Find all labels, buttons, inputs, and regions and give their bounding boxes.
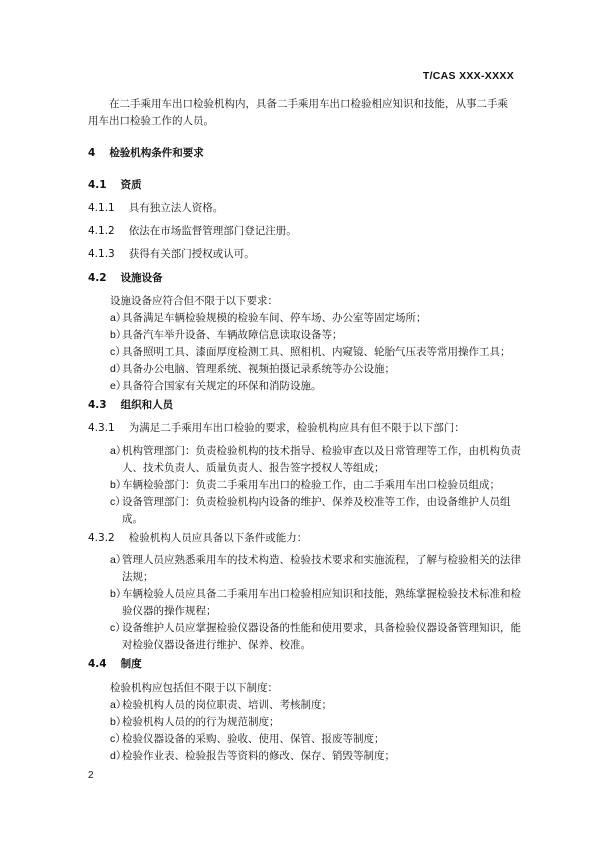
list-text: 车辆检验人员应具备二手乘用车出口检验相应知识和技能，熟练掌握检验技术标准和检验仪器的操作规程；	[122, 588, 521, 617]
list-marker: a）	[110, 312, 127, 324]
list-item	[110, 327, 522, 344]
list-text: 设备维护人员应掌握检验仪器设备的性能和使用要求，具备检验仪器设备管理知识，能对检验仪器设备进行维护、保养、校准。	[122, 622, 521, 651]
rules-intro: 检验机构应包括但不限于以下制度：	[110, 682, 278, 694]
list-item	[110, 310, 522, 327]
clause-number: 4.3.2	[88, 532, 115, 544]
list-item	[110, 494, 522, 528]
clause-number: 4.1.3	[88, 248, 115, 260]
section-title: 检验机构条件和要求	[109, 147, 204, 159]
list-marker: c）	[110, 496, 126, 508]
section-number: 4	[88, 147, 96, 159]
standard-code: T/CAS XXX-XXXX	[422, 70, 514, 82]
list-text: 具备办公电脑、管理系统、视频拍摄记录系统等办公设施；	[122, 363, 395, 375]
section-4-4-heading	[88, 656, 518, 673]
clause-number: 4.3.1	[88, 422, 115, 434]
facilities-list	[110, 310, 522, 395]
clause-number: 4.1.1	[88, 202, 115, 214]
list-text: 检验作业表、检验报告等资料的修改、保存、销毁等制度；	[122, 750, 395, 762]
section-4-2-heading	[88, 270, 518, 287]
section-4-heading	[88, 145, 518, 162]
list-item	[110, 697, 522, 714]
list-marker: c）	[110, 733, 126, 745]
list-marker: c）	[110, 346, 126, 358]
section-title: 制度	[120, 658, 142, 670]
list-marker: e）	[110, 380, 127, 392]
list-item	[110, 378, 522, 395]
list-text: 检验机构人员的岗位职责、培训、考核制度；	[122, 699, 332, 711]
clause-text: 依法在市场监督管理部门登记注册。	[128, 225, 297, 237]
clause-text: 具有独立法人资格。	[128, 202, 224, 214]
list-item	[110, 620, 522, 654]
clause-4-1-1	[88, 200, 518, 217]
list-marker: a）	[110, 445, 127, 457]
list-item	[110, 361, 522, 378]
list-marker: b）	[110, 588, 127, 600]
list-text: 车辆检验部门：负责二手乘用车出口的检验工作，由二手乘用车出口检验员组成；	[122, 479, 500, 491]
list-text: 检验机构人员的的行为规范制度；	[122, 716, 280, 728]
section-title: 设施设备	[120, 272, 163, 284]
list-text: 具备照明工具、漆面厚度检测工具、照相机、内窥镜、轮胎气压表等常用操作工具；	[122, 346, 511, 358]
clause-4-1-2	[88, 223, 518, 240]
list-marker: d）	[110, 363, 127, 375]
clause-number: 4.1.2	[88, 225, 115, 237]
list-marker: a）	[110, 699, 127, 711]
section-number: 4.3	[88, 399, 107, 411]
departments-list	[110, 443, 522, 528]
section-title: 组织和人员	[120, 399, 174, 411]
clause-4-3-2	[88, 530, 518, 547]
clause-text: 为满足二手乘用车出口检验的要求，检验机构应具有但不限于以下部门：	[128, 422, 465, 434]
list-marker: b）	[110, 716, 127, 728]
clause-text: 获得有关部门授权或认可。	[128, 248, 255, 260]
list-text: 具备符合国家有关规定的环保和消防设施。	[122, 380, 322, 392]
list-text: 设备管理部门：负责检验机构内设备的维护、保养及校准等工作，由设备维护人员组成。	[122, 496, 511, 525]
section-4-1-heading	[88, 177, 518, 194]
list-text: 机构管理部门：负责检验机构的技术指导、检验审查以及日常管理等工作，由机构负责人、技术负责人、质量负责人、报告签字授权人等组成；	[122, 445, 521, 474]
list-item	[110, 748, 522, 765]
clause-text: 检验机构人员应具备以下条件或能力：	[128, 532, 308, 544]
section-number: 4.2	[88, 272, 107, 284]
personnel-list	[110, 552, 522, 654]
list-marker: c）	[110, 622, 126, 634]
list-item	[110, 731, 522, 748]
list-marker: d）	[110, 750, 127, 762]
list-text: 具备满足车辆检验规模的检验车间、停车场、办公室等固定场所；	[122, 312, 427, 324]
definition-paragraph: 在二手乘用车出口检验机构内，具备二手乘用车出口检验相应知识和技能，从事二手乘用车出口检验工作的人员。	[88, 98, 508, 127]
facilities-intro: 设施设备应符合但不限于以下要求：	[110, 295, 278, 307]
list-item	[110, 443, 522, 477]
list-marker: b）	[110, 479, 127, 491]
section-4-3-heading	[88, 397, 518, 414]
list-item	[110, 344, 522, 361]
section-title: 资质	[120, 179, 142, 191]
section-number: 4.1	[88, 179, 107, 191]
list-marker: a）	[110, 554, 127, 566]
list-text: 管理人员应熟悉乘用车的技术构造、检验技术要求和实施流程，了解与检验相关的法律法规；	[122, 554, 521, 583]
page-number: 2	[88, 770, 94, 781]
list-item	[110, 714, 522, 731]
list-text: 具备汽车举升设备、车辆故障信息读取设备等；	[122, 329, 343, 341]
list-item	[110, 477, 522, 494]
list-item	[110, 552, 522, 586]
section-number: 4.4	[88, 658, 107, 670]
clause-4-1-3	[88, 246, 518, 263]
list-marker: b）	[110, 329, 127, 341]
list-text: 检验仪器设备的采购、验收、使用、保管、报废等制度；	[122, 733, 385, 745]
clause-4-3-1	[88, 420, 518, 437]
list-item	[110, 586, 522, 620]
rules-list	[110, 697, 522, 765]
